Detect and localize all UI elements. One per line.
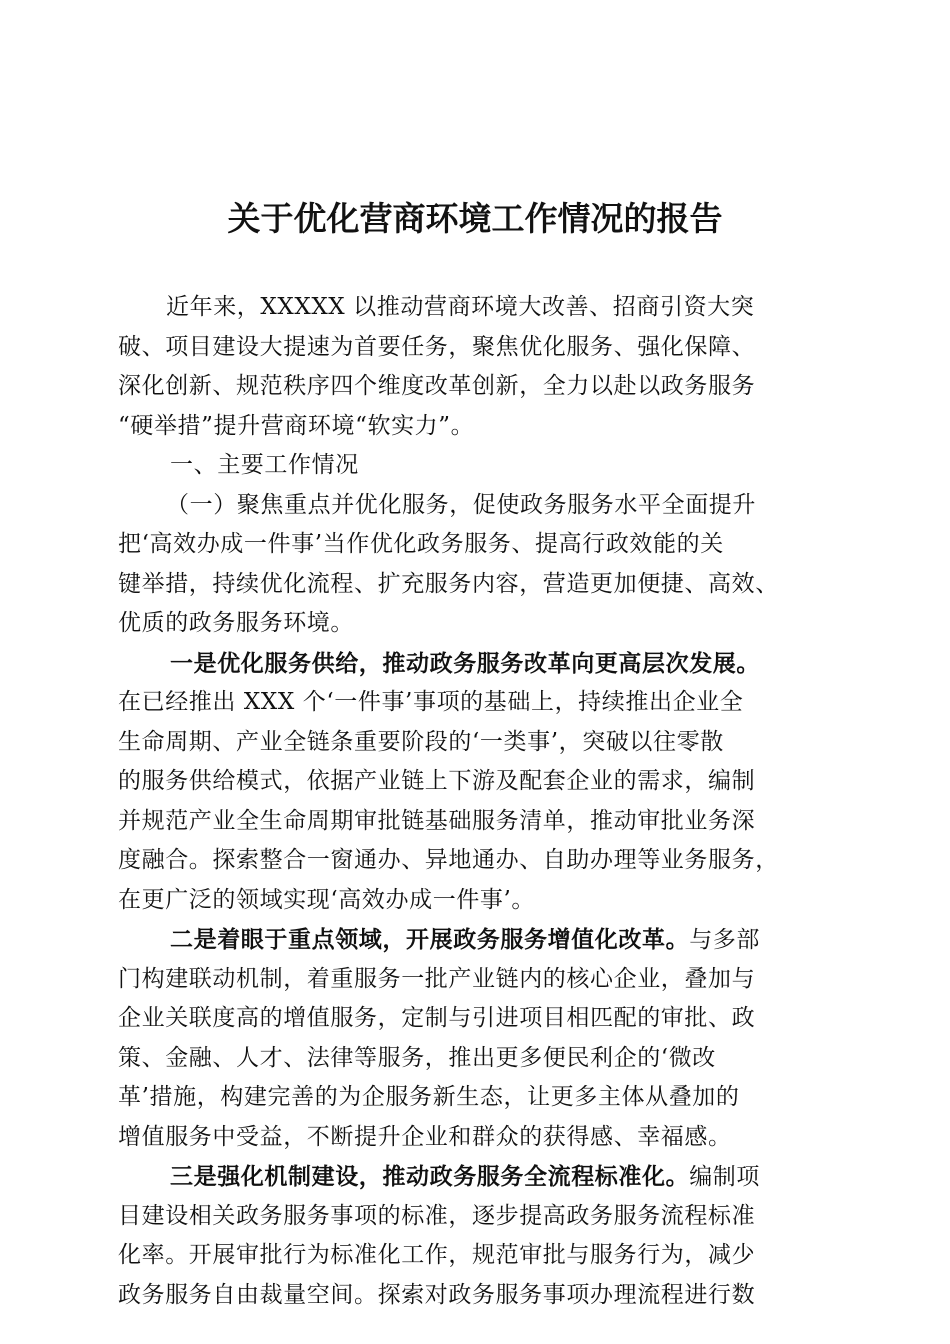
paragraph-line bbox=[118, 1157, 834, 1197]
paragraph-line: 生命周期、产业全链条重要阶段的‘一类事’，突破以往零散 bbox=[118, 728, 724, 755]
paragraph-line: “硬举措”提升营商环境“软实力”。 bbox=[118, 412, 475, 439]
paragraph-line: 近年来，XXXXX 以推动营商环境大改善、招商引资大突 bbox=[166, 294, 755, 320]
paragraph-text: 编制项 bbox=[689, 1164, 761, 1190]
paragraph-line: 政务服务自由裁量空间。探索对政务服务事项办理流程进行数 bbox=[118, 1281, 756, 1308]
paragraph-line: 目建设相关政务服务事项的标准，逐步提高政务服务流程标准 bbox=[118, 1202, 756, 1229]
paragraph-line bbox=[118, 920, 834, 960]
paragraph-line: 优质的政务服务环境。 bbox=[118, 610, 354, 636]
paragraph-line: 的服务供给模式，依据产业链上下游及配套企业的需求，编制 bbox=[118, 768, 756, 794]
paragraph-line: 度融合。探索整合一窗通办、异地通办、自助办理等业务服务， bbox=[118, 847, 779, 873]
paragraph-line: 深化创新、规范秩序四个维度改革创新，全力以赴以政务服务 bbox=[118, 373, 756, 399]
paragraph-line: 增值服务中受益，不断提升企业和群众的获得感、幸福感。 bbox=[118, 1123, 732, 1150]
document-body bbox=[118, 288, 834, 1315]
bold-lead-sentence: 二是着眼于重点领域，开展政务服务增值化改革。 bbox=[170, 926, 690, 953]
bold-lead-sentence: 一是优化服务供给，推动政务服务改革向更高层次发展。 bbox=[170, 649, 760, 677]
section-heading: 一、主要工作情况 bbox=[170, 452, 359, 478]
bold-lead-sentence: 三是强化机制建设，推动政务服务全流程标准化。 bbox=[170, 1163, 690, 1190]
paragraph-line: 企业关联度高的增值服务，定制与引进项目相匹配的审批、政 bbox=[118, 1005, 756, 1031]
paragraph-line: 在更广泛的领域实现‘高效办成一件事’。 bbox=[118, 886, 536, 913]
paragraph-line: 把‘高效办成一件事’当作优化政务服务、提高行政效能的关 bbox=[118, 531, 724, 557]
paragraph-line: 破、项目建设大提速为首要任务，聚焦优化服务、强化保障、 bbox=[118, 333, 756, 360]
subsection-heading: （一）聚焦重点并优化服务，促使政务服务水平全面提升 bbox=[166, 491, 756, 518]
paragraph-line: 门构建联动机制，着重服务一批产业链内的核心企业，叠加与 bbox=[118, 965, 756, 992]
document-title: 关于优化营商环境工作情况的报告 bbox=[227, 199, 723, 238]
paragraph-line: 策、金融、人才、法律等服务，推出更多便民利企的‘微改 bbox=[118, 1044, 716, 1071]
paragraph-text: 与多部 bbox=[689, 927, 761, 953]
paragraph-line: 化率。开展审批行为标准化工作，规范审批与服务行为，减少 bbox=[118, 1242, 756, 1268]
paragraph-line: 在已经推出 XXX 个‘一件事’事项的基础上，持续推出企业全 bbox=[118, 689, 744, 715]
paragraph-line: 键举措，持续优化流程、扩充服务内容，营造更加便捷、高效、 bbox=[118, 570, 779, 597]
paragraph-line: 并规范产业全生命周期审批链基础服务清单，推动审批业务深 bbox=[118, 807, 756, 834]
paragraph-line bbox=[118, 644, 834, 684]
paragraph-line: 革’措施，构建完善的为企服务新生态，让更多主体从叠加的 bbox=[118, 1084, 740, 1110]
